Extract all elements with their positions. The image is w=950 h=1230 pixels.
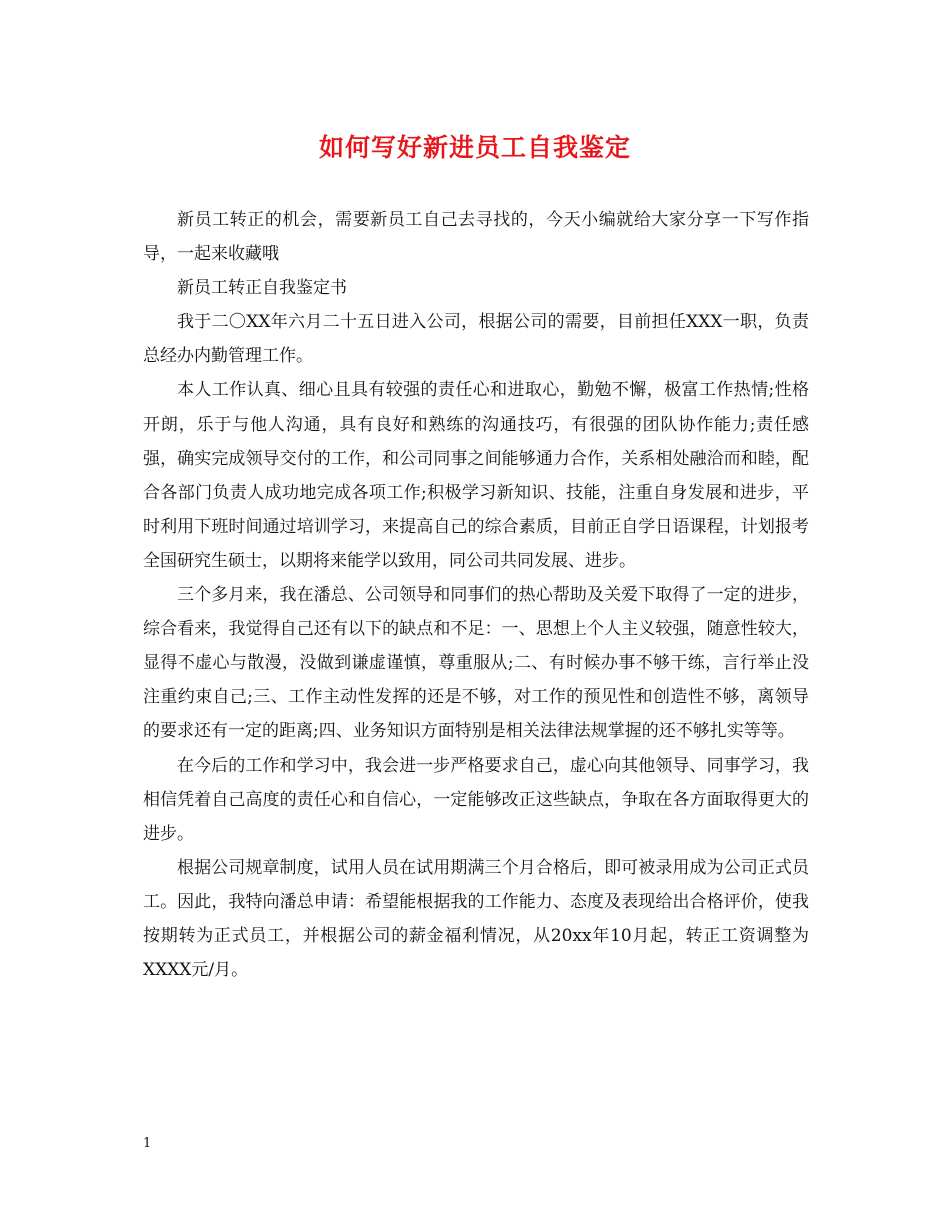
paragraph-request: 根据公司规章制度，试用人员在试用期满三个月合格后，即可被录用成为公司正式员工。因此，我特向潘总申请：希望能根据我的工作能力、态度及表现给出合格评价，使我按期转为正式员工，并根据公司的薪金福利情况，从20xx年10月起，转正工资调整为XXXX元/月。 bbox=[143, 857, 809, 981]
paragraph-plan: 在今后的工作和学习中，我会进一步严格要求自己，虚心向其他领导、同事学习，我相信凭着自己高度的责任心和自信心，一定能够改正这些缺点，争取在各方面取得更大的进步。 bbox=[143, 755, 809, 844]
paragraph-heading: 新员工转正自我鉴定书 bbox=[177, 278, 347, 299]
document-title: 如何写好新进员工自我鉴定 bbox=[318, 133, 631, 162]
paragraph-shortcomings: 三个多月来，我在潘总、公司领导和同事们的热心帮助及关爱下取得了一定的进步，综合看来，我觉得自己还有以下的缺点和不足：一、思想上个人主义较强，随意性较大，显得不虚心与散漫，没做到谦虚谨慎，尊重服从;二、有时候办事不够干练，言行举止没注重约束自己;三、工作主动性发挥的还是不够，对工作的预见性和创造性不够，离领导的要求还有一定的距离;四、业务知识方面特别是相关法律法规掌握的还不够扎实等等。 bbox=[143, 585, 809, 742]
paragraph-entry: 我于二〇XX年六月二十五日进入公司，根据公司的需要，目前担任XXX一职，负责总经办内勤管理工作。 bbox=[143, 312, 809, 367]
document-body bbox=[143, 203, 809, 987]
page-number: 1 bbox=[143, 1136, 152, 1151]
paragraph-intro: 新员工转正的机会，需要新员工自己去寻找的，今天小编就给大家分享一下写作指导，一起来收藏哦 bbox=[143, 210, 809, 265]
paragraph-strengths: 本人工作认真、细心且具有较强的责任心和进取心，勤勉不懈，极富工作热情;性格开朗，乐于与他人沟通，具有良好和熟练的沟通技巧，有很强的团队协作能力;责任感强，确实完成领导交付的工作，和公司同事之间能够通力合作，关系相处融洽而和睦，配合各部门负责人成功地完成各项工作;积极学习新知识、技能，注重自身发展和进步，平时利用下班时间通过培训学习，来提高自己的综合素质，目前正自学日语课程，计划报考全国研究生硕士，以期将来能学以致用，同公司共同发展、进步。 bbox=[143, 380, 809, 571]
